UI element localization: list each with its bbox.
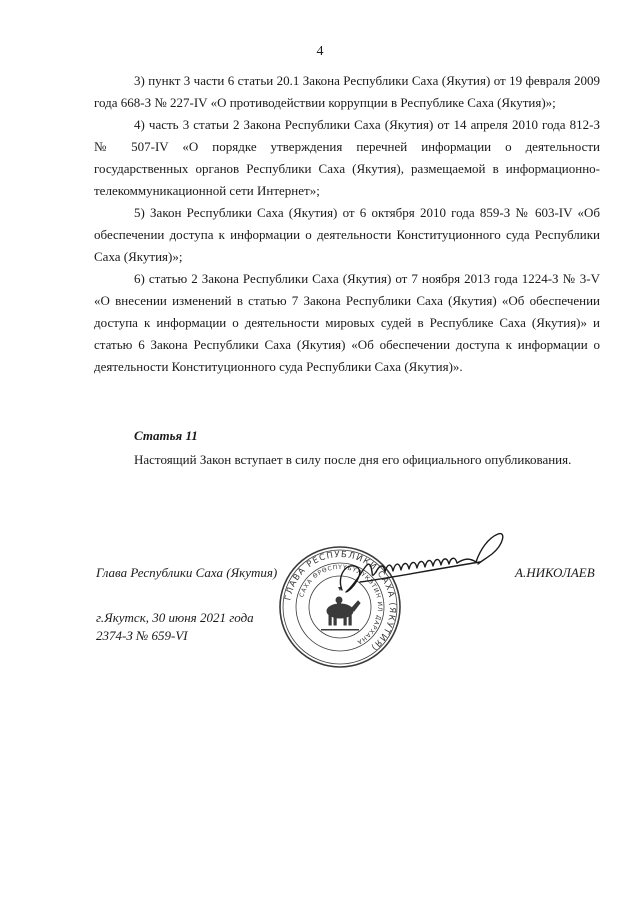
seal-outer-text: ГЛАВА РЕСПУБЛИКИ САХА (ЯКУТИЯ) (283, 549, 398, 653)
list-item: 5) Закон Республики Саха (Якутия) от 6 октября 2010 года 859-З № 603-IV «Об обеспечении доступа к информации о деятельности Конституционного суда Республики Саха (Якутия)»; (94, 205, 600, 264)
page-number: 4 (316, 44, 324, 59)
article-text: Настоящий Закон вступает в силу после дня его официального опубликования. (134, 452, 572, 467)
place-and-date: г.Якутск, 30 июня 2021 года (96, 610, 254, 625)
article-title: Статья 11 (134, 428, 198, 443)
handwritten-signature (330, 520, 525, 600)
list-item: 3) пункт 3 части 6 статьи 20.1 Закона Республики Саха (Якутия) от 19 февраля 2009 года 668-З № 227-IV «О противодействии коррупции в Республике Саха (Якутия)»; (94, 73, 600, 110)
signatory-position: Глава Республики Саха (Якутия) (96, 565, 278, 580)
signatory-name: А.НИКОЛАЕВ (515, 565, 595, 580)
law-number: 2374-З № 659-VI (96, 628, 188, 643)
seal-inner-text: САХА ӨРӨСПҮҮБҮЛҮКЭТИН ИЛ ДАРХАНА (298, 563, 384, 646)
list-item: 6) статью 2 Закона Республики Саха (Якутия) от 7 ноября 2013 года 1224-З № 3-V «О внесении изменений в статью 7 Закона Республики Саха (Якутия) «Об обеспечении доступа к информации о деятельности мировых судей в Республике Саха (Якутия)» и статью 6 Закона Республики Саха (Якутия) «Об обеспечении доступа к информации о деятельности Конституционного суда Республики Саха (Якутия)». (94, 271, 600, 374)
law-items (94, 70, 600, 378)
list-item: 4) часть 3 статьи 2 Закона Республики Саха (Якутия) от 14 апреля 2010 года 812-З № 507-IV «О порядке утверждения перечней информации о деятельности государственных органов Республики Саха (Якутия), размещаемой в информационно-телекоммуникационной сети Интернет»; (94, 117, 600, 198)
